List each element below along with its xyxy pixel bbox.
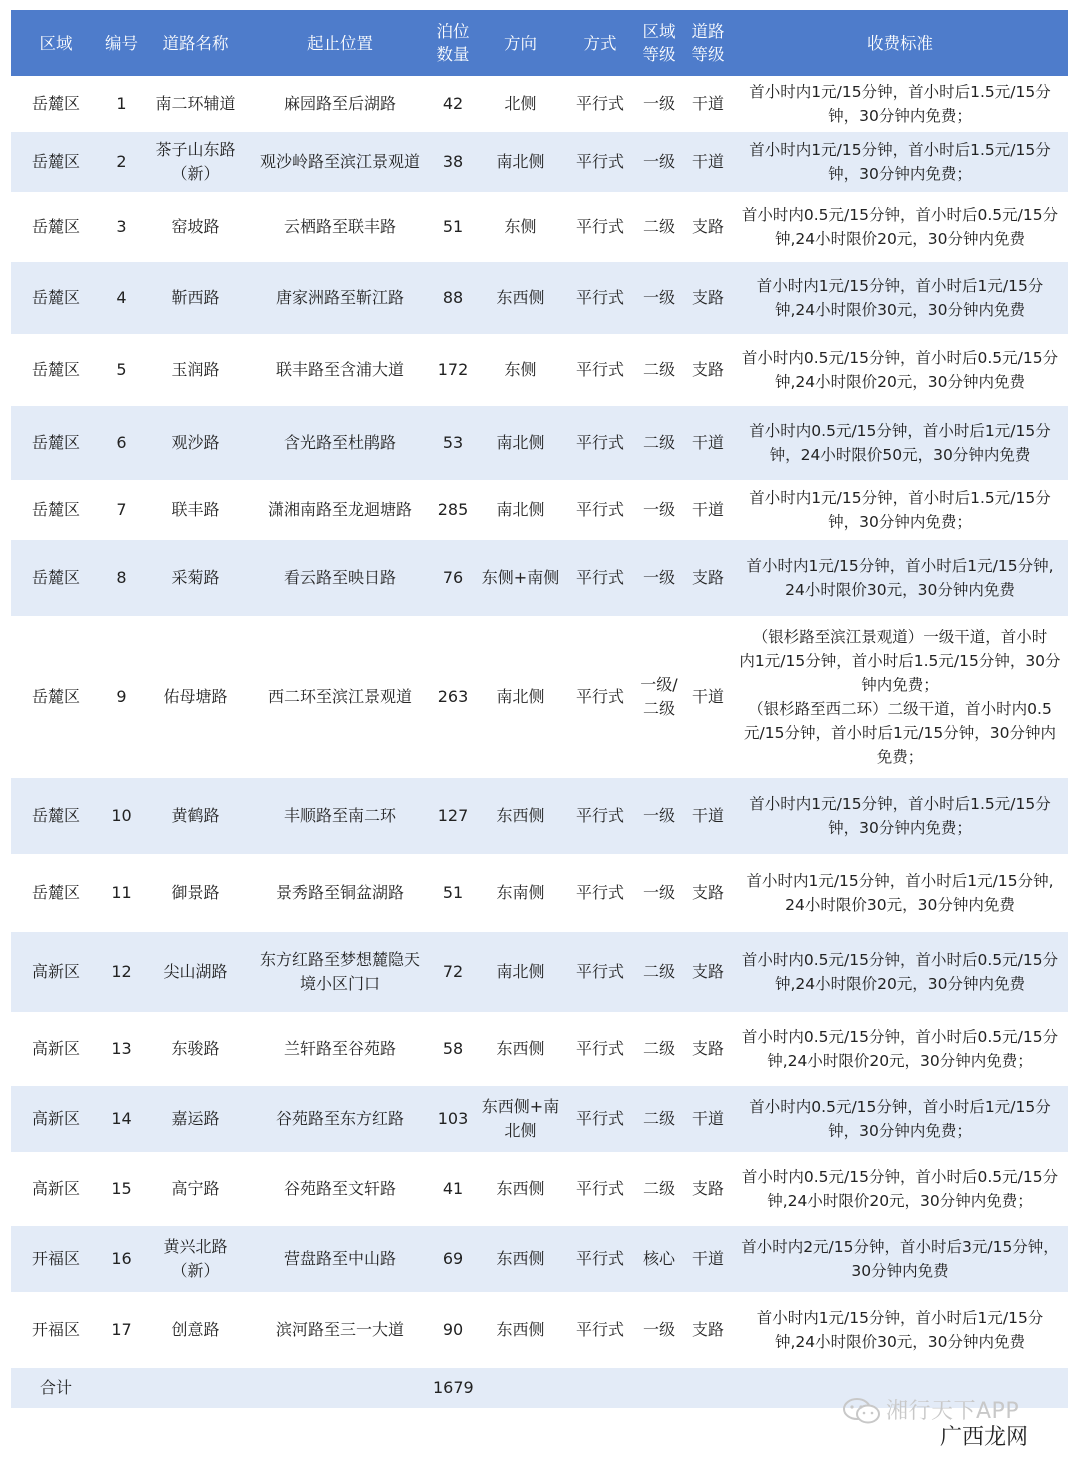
table-row [11, 76, 1068, 132]
cell-area-level: 一级 [634, 854, 684, 932]
table-row [11, 540, 1068, 616]
cell-area-level: 二级 [634, 1086, 684, 1152]
cell-fee: 首小时内2元/15分钟，首小时后3元/15分钟， 30分钟内免费 [732, 1226, 1068, 1292]
cell-fee: 首小时内1元/15分钟，首小时后1.5元/15分 钟，30分钟内免费； [732, 778, 1068, 854]
cell-area-level: 二级 [634, 932, 684, 1012]
cell-road: 茶子山东路 （新） [142, 132, 249, 192]
cell-mode: 平行式 [566, 1012, 634, 1086]
table-row [11, 616, 1068, 778]
cell-area-level: 一级 [634, 540, 684, 616]
cell-spaces: 103 [431, 1086, 475, 1152]
header-row [11, 10, 1068, 76]
cell-area-level: 一级 [634, 1292, 684, 1368]
table-row [11, 1226, 1068, 1292]
cell-road-level: 干道 [684, 616, 732, 778]
cell-range: 云栖路至联丰路 [249, 192, 431, 262]
cell-district: 高新区 [11, 1152, 101, 1226]
cell-fee: 首小时内0.5元/15分钟，首小时后0.5元/15分 钟,24小时限价20元，30分钟内免费 [732, 932, 1068, 1012]
cell-mode: 平行式 [566, 932, 634, 1012]
cell-spaces: 72 [431, 932, 475, 1012]
cell-road-level: 支路 [684, 1292, 732, 1368]
cell-district: 岳麓区 [11, 132, 101, 192]
cell-range: 观沙岭路至滨江景观道 [249, 132, 431, 192]
table-row [11, 932, 1068, 1012]
cell-no: 7 [101, 480, 142, 540]
cell-no: 6 [101, 406, 142, 480]
cell-no: 15 [101, 1152, 142, 1226]
cell-fee: 首小时内0.5元/15分钟，首小时后0.5元/15分 钟,24小时限价20元，30分钟内免费 [732, 192, 1068, 262]
cell-fee: （银杉路至滨江景观道）一级干道，首小时 内1元/15分钟，首小时后1.5元/15分钟，30分 钟内免费； （银杉路至西二环）二级干道，首小时内0.5 元/15分钟，首小时后1元/15分钟，30分钟内 免费； [732, 616, 1068, 778]
cell-direction: 南北侧 [475, 406, 566, 480]
cell-range: 联丰路至含浦大道 [249, 334, 431, 406]
cell-spaces: 51 [431, 192, 475, 262]
cell-road: 御景路 [142, 854, 249, 932]
total-label: 合计 [11, 1368, 101, 1408]
cell-road: 靳西路 [142, 262, 249, 334]
cell-mode: 平行式 [566, 132, 634, 192]
cell-district: 岳麓区 [11, 76, 101, 132]
cell-direction: 东西侧 [475, 262, 566, 334]
cell-spaces: 53 [431, 406, 475, 480]
header-direction: 方向 [475, 10, 566, 76]
cell-mode: 平行式 [566, 854, 634, 932]
cell-direction: 南北侧 [475, 932, 566, 1012]
cell-mode: 平行式 [566, 192, 634, 262]
cell-fee: 首小时内1元/15分钟，首小时后1元/15分 钟,24小时限价30元，30分钟内免费 [732, 1292, 1068, 1368]
cell-mode: 平行式 [566, 334, 634, 406]
table-row [11, 1152, 1068, 1226]
table-row [11, 854, 1068, 932]
cell-district: 岳麓区 [11, 778, 101, 854]
cell-area-level: 二级 [634, 334, 684, 406]
parking-table [11, 10, 1068, 1408]
cell-direction: 东西侧 [475, 1292, 566, 1368]
cell-spaces: 51 [431, 854, 475, 932]
cell-area-level: 二级 [634, 1012, 684, 1086]
cell-range: 景秀路至铜盆湖路 [249, 854, 431, 932]
cell-road-level: 干道 [684, 132, 732, 192]
cell-no: 14 [101, 1086, 142, 1152]
cell-no: 2 [101, 132, 142, 192]
cell-mode: 平行式 [566, 616, 634, 778]
header-road-level: 道路 等级 [684, 10, 732, 76]
cell-mode: 平行式 [566, 406, 634, 480]
cell-fee: 首小时内1元/15分钟，首小时后1元/15分 钟,24小时限价30元，30分钟内免费 [732, 262, 1068, 334]
cell-road: 联丰路 [142, 480, 249, 540]
table-row [11, 334, 1068, 406]
cell-no: 12 [101, 932, 142, 1012]
cell-direction: 东侧 [475, 334, 566, 406]
header-fee: 收费标准 [732, 10, 1068, 76]
cell-road-level: 支路 [684, 932, 732, 1012]
cell-direction: 东西侧 [475, 778, 566, 854]
cell-mode: 平行式 [566, 480, 634, 540]
cell-no: 1 [101, 76, 142, 132]
total-blank [101, 1368, 431, 1408]
cell-spaces: 263 [431, 616, 475, 778]
cell-road: 黄兴北路 （新） [142, 1226, 249, 1292]
cell-range: 潇湘南路至龙迴塘路 [249, 480, 431, 540]
cell-fee: 首小时内0.5元/15分钟，首小时后0.5元/15分 钟,24小时限价20元，30分钟内免费 [732, 334, 1068, 406]
cell-road-level: 支路 [684, 1012, 732, 1086]
cell-no: 17 [101, 1292, 142, 1368]
watermark [836, 1392, 1066, 1452]
cell-district: 岳麓区 [11, 854, 101, 932]
cell-range: 谷苑路至东方红路 [249, 1086, 431, 1152]
cell-direction: 南北侧 [475, 480, 566, 540]
cell-spaces: 127 [431, 778, 475, 854]
cell-fee: 首小时内0.5元/15分钟，首小时后1元/15分 钟，30分钟内免费； [732, 1086, 1068, 1152]
cell-range: 丰顺路至南二环 [249, 778, 431, 854]
cell-range: 兰轩路至谷苑路 [249, 1012, 431, 1086]
cell-district: 岳麓区 [11, 406, 101, 480]
cell-spaces: 41 [431, 1152, 475, 1226]
table-row [11, 132, 1068, 192]
cell-road: 东骏路 [142, 1012, 249, 1086]
cell-no: 5 [101, 334, 142, 406]
cell-road-level: 支路 [684, 262, 732, 334]
cell-road-level: 干道 [684, 1086, 732, 1152]
cell-direction: 北侧 [475, 76, 566, 132]
cell-area-level: 一级 [634, 480, 684, 540]
cell-range: 唐家洲路至靳江路 [249, 262, 431, 334]
cell-range: 滨河路至三一大道 [249, 1292, 431, 1368]
cell-area-level: 一级/ 二级 [634, 616, 684, 778]
header-spaces: 泊位 数量 [431, 10, 475, 76]
cell-area-level: 二级 [634, 192, 684, 262]
watermark-text: 湘行天下APP [886, 1399, 1020, 1424]
cell-road: 窑坡路 [142, 192, 249, 262]
table-row [11, 778, 1068, 854]
cell-road-level: 支路 [684, 334, 732, 406]
wechat-icon [842, 1396, 882, 1426]
cell-district: 高新区 [11, 932, 101, 1012]
cell-road-level: 支路 [684, 540, 732, 616]
cell-no: 8 [101, 540, 142, 616]
cell-road: 创意路 [142, 1292, 249, 1368]
cell-no: 4 [101, 262, 142, 334]
cell-spaces: 58 [431, 1012, 475, 1086]
table-row [11, 1086, 1068, 1152]
cell-direction: 南北侧 [475, 132, 566, 192]
cell-fee: 首小时内0.5元/15分钟，首小时后0.5元/15分 钟,24小时限价20元，30分钟内免费； [732, 1152, 1068, 1226]
cell-road: 南二环辅道 [142, 76, 249, 132]
cell-district: 岳麓区 [11, 540, 101, 616]
header-range: 起止位置 [249, 10, 431, 76]
cell-direction: 东南侧 [475, 854, 566, 932]
cell-road: 采菊路 [142, 540, 249, 616]
cell-district: 高新区 [11, 1012, 101, 1086]
cell-range: 含光路至杜鹃路 [249, 406, 431, 480]
header-area-level: 区域 等级 [634, 10, 684, 76]
cell-area-level: 一级 [634, 778, 684, 854]
cell-spaces: 285 [431, 480, 475, 540]
cell-mode: 平行式 [566, 262, 634, 334]
cell-district: 岳麓区 [11, 262, 101, 334]
cell-direction: 东西侧 [475, 1012, 566, 1086]
cell-road: 黄鹤路 [142, 778, 249, 854]
cell-spaces: 88 [431, 262, 475, 334]
cell-area-level: 二级 [634, 1152, 684, 1226]
cell-fee: 首小时内1元/15分钟，首小时后1元/15分钟, 24小时限价30元，30分钟内免费 [732, 854, 1068, 932]
cell-district: 开福区 [11, 1292, 101, 1368]
cell-mode: 平行式 [566, 1152, 634, 1226]
table-row [11, 192, 1068, 262]
cell-range: 麻园路至后湖路 [249, 76, 431, 132]
cell-road: 观沙路 [142, 406, 249, 480]
cell-spaces: 42 [431, 76, 475, 132]
cell-area-level: 一级 [634, 132, 684, 192]
cell-no: 9 [101, 616, 142, 778]
table-row [11, 1292, 1068, 1368]
cell-no: 3 [101, 192, 142, 262]
cell-district: 岳麓区 [11, 192, 101, 262]
cell-direction: 南北侧 [475, 616, 566, 778]
header-road: 道路名称 [142, 10, 249, 76]
cell-no: 13 [101, 1012, 142, 1086]
cell-range: 西二环至滨江景观道 [249, 616, 431, 778]
cell-area-level: 一级 [634, 76, 684, 132]
cell-road: 尖山湖路 [142, 932, 249, 1012]
cell-road-level: 干道 [684, 480, 732, 540]
cell-range: 东方红路至梦想麓隐天 境小区门口 [249, 932, 431, 1012]
cell-fee: 首小时内0.5元/15分钟，首小时后1元/15分 钟，24小时限价50元，30分钟内免费 [732, 406, 1068, 480]
cell-fee: 首小时内1元/15分钟，首小时后1.5元/15分 钟，30分钟内免费； [732, 132, 1068, 192]
cell-direction: 东西侧+南 北侧 [475, 1086, 566, 1152]
cell-spaces: 172 [431, 334, 475, 406]
cell-road: 玉润路 [142, 334, 249, 406]
cell-direction: 东侧+南侧 [475, 540, 566, 616]
header-mode: 方式 [566, 10, 634, 76]
cell-spaces: 38 [431, 132, 475, 192]
table-row [11, 480, 1068, 540]
cell-mode: 平行式 [566, 540, 634, 616]
cell-district: 高新区 [11, 1086, 101, 1152]
cell-district: 岳麓区 [11, 616, 101, 778]
header-district: 区域 [11, 10, 101, 76]
cell-spaces: 90 [431, 1292, 475, 1368]
cell-mode: 平行式 [566, 1226, 634, 1292]
cell-fee: 首小时内1元/15分钟，首小时后1.5元/15分 钟，30分钟内免费； [732, 480, 1068, 540]
total-spaces: 1679 [431, 1368, 475, 1408]
cell-mode: 平行式 [566, 76, 634, 132]
cell-range: 谷苑路至文轩路 [249, 1152, 431, 1226]
cell-range: 营盘路至中山路 [249, 1226, 431, 1292]
cell-district: 岳麓区 [11, 334, 101, 406]
watermark-site: 广西龙网 [940, 1425, 1029, 1450]
table-row [11, 1012, 1068, 1086]
table-row [11, 406, 1068, 480]
cell-mode: 平行式 [566, 1292, 634, 1368]
cell-road-level: 干道 [684, 406, 732, 480]
cell-no: 16 [101, 1226, 142, 1292]
cell-road: 高宁路 [142, 1152, 249, 1226]
cell-fee: 首小时内0.5元/15分钟，首小时后0.5元/15分 钟,24小时限价20元，30分钟内免费； [732, 1012, 1068, 1086]
cell-fee: 首小时内1元/15分钟，首小时后1元/15分钟, 24小时限价30元，30分钟内免费 [732, 540, 1068, 616]
cell-spaces: 76 [431, 540, 475, 616]
cell-direction: 东侧 [475, 192, 566, 262]
cell-district: 岳麓区 [11, 480, 101, 540]
cell-mode: 平行式 [566, 778, 634, 854]
cell-direction: 东西侧 [475, 1226, 566, 1292]
cell-road-level: 支路 [684, 854, 732, 932]
header-no: 编号 [101, 10, 142, 76]
cell-mode: 平行式 [566, 1086, 634, 1152]
cell-no: 10 [101, 778, 142, 854]
cell-area-level: 二级 [634, 406, 684, 480]
cell-road-level: 支路 [684, 192, 732, 262]
cell-road-level: 支路 [684, 1152, 732, 1226]
cell-no: 11 [101, 854, 142, 932]
cell-range: 看云路至映日路 [249, 540, 431, 616]
cell-road-level: 干道 [684, 778, 732, 854]
cell-district: 开福区 [11, 1226, 101, 1292]
table-row [11, 262, 1068, 334]
cell-fee: 首小时内1元/15分钟，首小时后1.5元/15分 钟，30分钟内免费； [732, 76, 1068, 132]
cell-road: 佑母塘路 [142, 616, 249, 778]
cell-area-level: 核心 [634, 1226, 684, 1292]
cell-spaces: 69 [431, 1226, 475, 1292]
cell-direction: 东西侧 [475, 1152, 566, 1226]
cell-road-level: 干道 [684, 76, 732, 132]
cell-road-level: 干道 [684, 1226, 732, 1292]
cell-road: 嘉运路 [142, 1086, 249, 1152]
cell-area-level: 一级 [634, 262, 684, 334]
